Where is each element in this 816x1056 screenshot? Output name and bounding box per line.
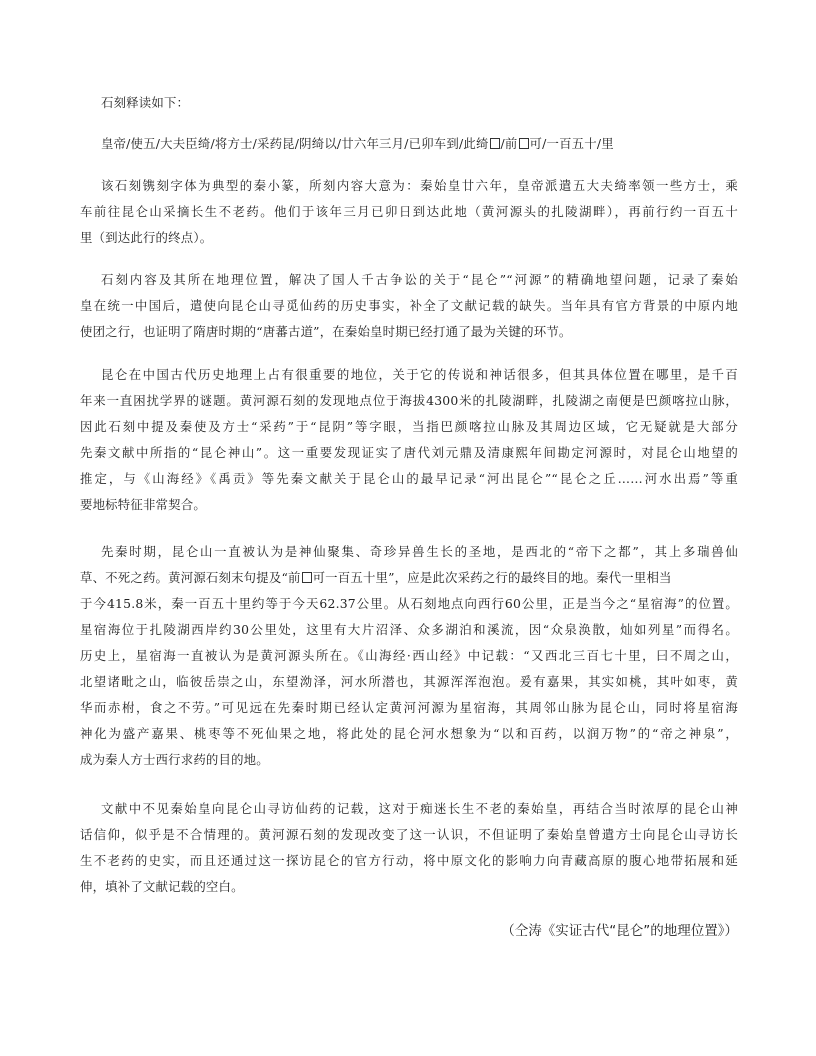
paragraph-line: 华而赤柎，食之不劳。”可见远在先秦时期已经认定黄河河源为星宿海，其周邻山脉为昆仑山，同时将星宿海 (80, 700, 738, 715)
paragraph-line: 推定，与《山海经》《禹贡》等先秦文献关于昆仑山的最早记录“河出昆仑”“昆仑之丘……河水出焉”等重 (80, 471, 738, 486)
paragraph-line: 里（到达此行的终点）。 (80, 230, 213, 245)
source-citation: （仝涛《实证古代“昆仑”的地理位置》） (501, 923, 738, 939)
paragraph-line: 先秦时期，昆仑山一直被认为是神仙聚集、奇珍异兽生长的圣地，是西北的“帝下之都”，其上多瑞兽仙 (101, 544, 738, 559)
paragraph-line: 该石刻镌刻字体为典型的秦小篆，所刻内容大意为：秦始皇廿六年，皇帝派遣五大夫绮率领一些方士，乘 (101, 178, 738, 193)
paragraph-line: 话信仰，似乎是不合情理的。黄河源石刻的发现改变了这一认识，不但证明了秦始皇曾遣方士向昆仑山寻访长 (80, 827, 738, 842)
paragraph-line: 年来一直困扰学界的谜题。黄河源石刻的发现地点位于海拔4300米的扎陵湖畔，扎陵湖之南便是巴颜喀拉山脉， (80, 393, 738, 408)
paragraph-line: 石刻内容及其所在地理位置，解决了国人千古争讼的关于“昆仑”“河源”的精确地望问题，记录了秦始 (101, 272, 738, 287)
missing-character-box (490, 138, 500, 149)
paragraph-line: 于今415.8米，秦一百五十里约等于今天62.37公里。从石刻地点向西行60公里，正是当今之“星宿海”的位置。 (80, 596, 738, 611)
inscription-text-part3: 可/一百五十/里 (529, 136, 614, 151)
inscription-text-part1: 皇帝/使五/大夫臣绮/将方士/采药昆/阴绮以/廿六年三月/已卯车到/此绮 (101, 136, 489, 151)
inscription-line (101, 135, 614, 153)
paragraph-line: 星宿海位于扎陵湖西岸约30公里处，这里有大片沼泽、众多湖泊和溪流，因“众泉涣散，灿如列星”而得名。 (80, 622, 738, 637)
missing-character-box (302, 572, 312, 583)
paragraph-line: 神化为盛产嘉果、桃枣等不死仙果之地，将此处的昆仑河水想象为“以和百药，以润万物”的“帝之神泉”， (80, 726, 738, 741)
paragraph-line: 使团之行，也证明了隋唐时期的“唐蕃古道”，在秦始皇时期已经打通了最为关键的环节。 (80, 324, 572, 339)
paragraph-line: 昆仑在中国古代历史地理上占有很重要的地位，关于它的传说和神话很多，但其具体位置在哪里，是千百 (101, 367, 738, 382)
paragraph-line: 历史上，星宿海一直被认为是黄河源头所在。《山海经·西山经》中记载：“又西北三百七十里，曰不周之山， (80, 648, 738, 663)
section-heading: 石刻释读如下： (101, 95, 190, 110)
paragraph-line: 皇在统一中国后，遣使向昆仑山寻觅仙药的历史事实，补全了文献记载的缺失。当年具有官方背景的中原内地 (80, 298, 738, 313)
inscription-text-part2: /前 (500, 136, 518, 151)
paragraph-line: 车前往昆仑山采摘长生不老药。他们于该年三月已卯日到达此地（黄河源头的扎陵湖畔），再前行约一百五十 (80, 204, 738, 219)
paragraph-line: 伸，填补了文献记载的空白。 (80, 879, 244, 894)
paragraph-line: 成为秦人方士西行求药的目的地。 (80, 752, 269, 767)
paragraph-line: 因此石刻中提及秦使及方士“采药”于“昆阴”等字眼，当指巴颜喀拉山脉及其周边区域，它无疑就是大部分 (80, 419, 738, 434)
line-text: 草、不死之药。黄河源石刻末句提及“前 (80, 570, 301, 585)
missing-character-box (519, 138, 529, 149)
paragraph-line: 要地标特征非常契合。 (80, 497, 206, 512)
paragraph-line: 文献中不见秦始皇向昆仑山寻访仙药的记载，这对于痴迷长生不老的秦始皇，再结合当时浓厚的昆仑山神 (101, 801, 738, 816)
paragraph-line: 生不老药的史实，而且还通过这一探访昆仑的官方行动，将中原文化的影响力向青藏高原的腹心地带拓展和延 (80, 853, 738, 868)
paragraph-line (80, 569, 738, 587)
paragraph-line: 北望诸毗之山，临彼岳崇之山，东望泑泽，河水所潜也，其源浑浑泡泡。爰有嘉果，其实如桃，其叶如枣，黄 (80, 674, 738, 689)
paragraph-line-segment (80, 569, 672, 587)
line-text: 可一百五十里”，应是此次采药之行的最终目的地。秦代一里相当 (312, 570, 672, 585)
paragraph-line: 先秦文献中所指的“昆仑神山”。这一重要发现证实了唐代刘元鼎及清康熙年间勘定河源时，对昆仑山地望的 (80, 445, 738, 460)
